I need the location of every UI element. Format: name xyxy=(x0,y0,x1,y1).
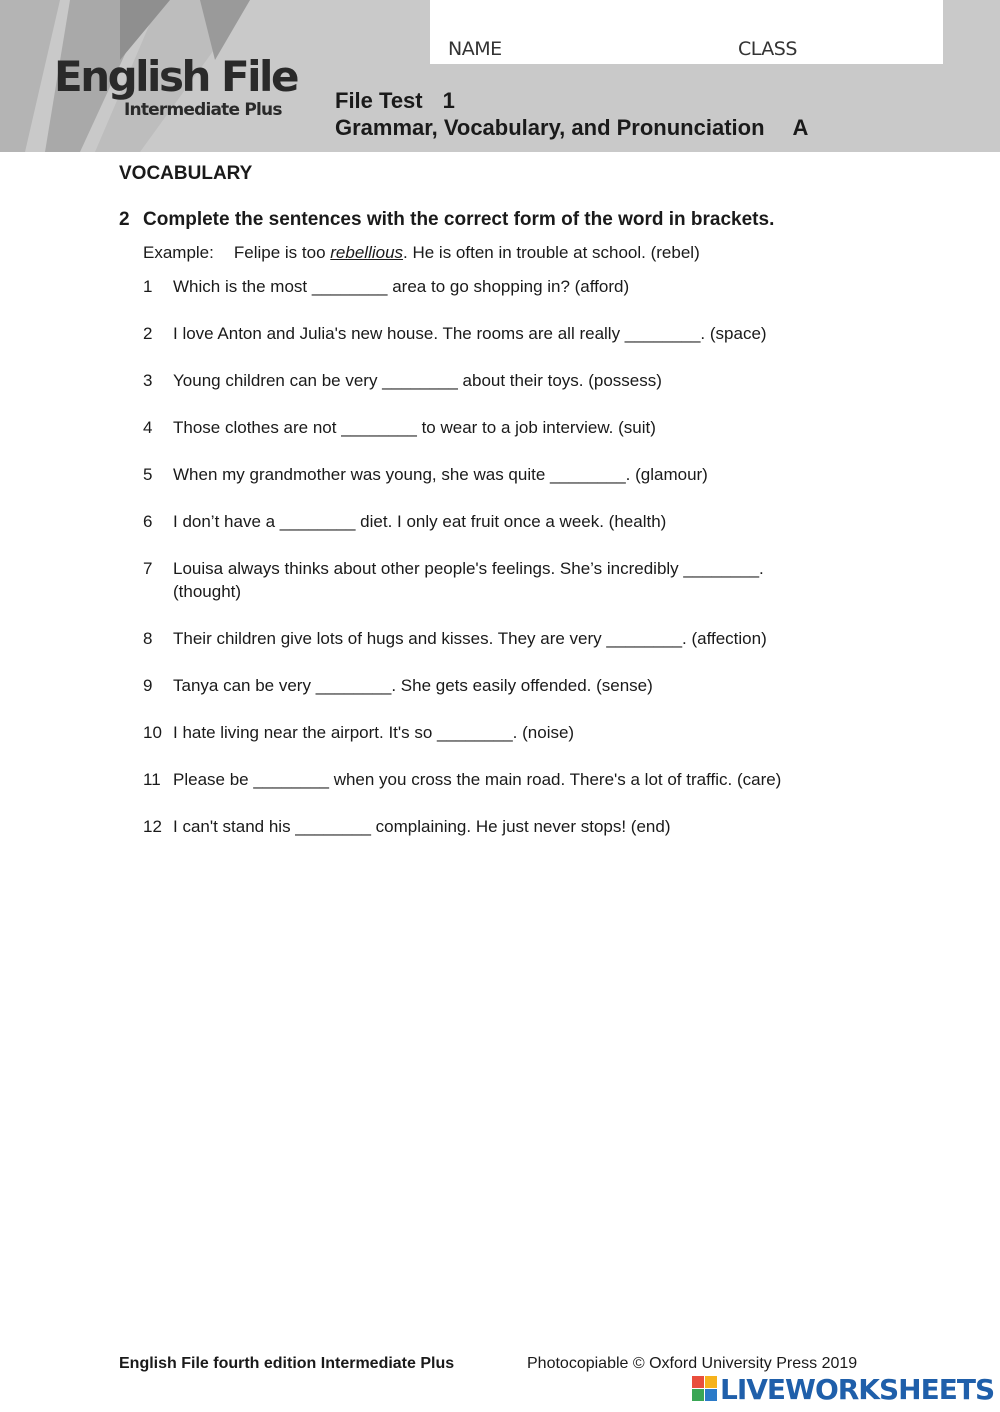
question-number: 5 xyxy=(143,465,153,484)
question-item xyxy=(143,510,863,533)
question-number: 11 xyxy=(143,770,161,789)
exercise-instruction xyxy=(119,209,774,231)
question-item xyxy=(143,768,863,791)
question-item xyxy=(143,275,863,298)
question-text: Please be ________ when you cross the main road. There's a lot of traffic. (care) xyxy=(173,770,782,789)
example-sentence xyxy=(143,243,700,263)
liveworksheets-text: LIVEWORKSHEETS xyxy=(720,1373,995,1406)
footer-copyright: Photocopiable © Oxford University Press 2019 xyxy=(527,1355,858,1372)
section-heading: VOCABULARY xyxy=(119,163,253,184)
question-item xyxy=(143,463,863,486)
question-number: 10 xyxy=(143,723,162,742)
question-item xyxy=(143,557,863,603)
header-banner xyxy=(0,0,1000,152)
liveworksheets-icon xyxy=(692,1376,718,1402)
test-title-text: File Test xyxy=(335,88,423,113)
question-text: Louisa always thinks about other people's feelings. She’s incredibly ________. (thought) xyxy=(173,559,764,601)
question-text: When my grandmother was young, she was quite ________. (glamour) xyxy=(173,465,708,484)
question-item xyxy=(143,815,863,838)
question-number: 8 xyxy=(143,629,153,648)
question-text: Which is the most ________ area to go shopping in? (afford) xyxy=(173,277,630,296)
question-number: 9 xyxy=(143,676,153,695)
question-number: 3 xyxy=(143,371,153,390)
question-text: I don’t have a ________ diet. I only eat fruit once a week. (health) xyxy=(173,512,667,531)
name-label: NAME xyxy=(448,38,502,60)
example-label: Example: xyxy=(143,243,214,262)
example-after: . He is often in trouble at school. (rebel) xyxy=(403,243,700,262)
test-subtitle-text: Grammar, Vocabulary, and Pronunciation xyxy=(335,115,765,140)
question-item xyxy=(143,322,863,345)
question-item xyxy=(143,369,863,392)
question-text: I hate living near the airport. It's so ________. (noise) xyxy=(173,723,575,742)
exercise-number: 2 xyxy=(119,209,130,230)
question-item xyxy=(143,721,863,744)
question-item xyxy=(143,416,863,439)
footer-edition: English File fourth edition Intermediate Plus xyxy=(119,1355,455,1372)
question-number: 2 xyxy=(143,324,153,343)
question-number: 7 xyxy=(143,559,153,578)
question-text: Those clothes are not ________ to wear to a job interview. (suit) xyxy=(173,418,656,437)
test-number: 1 xyxy=(442,88,455,113)
question-item xyxy=(143,674,863,697)
question-text: I can't stand his ________ complaining. He just never stops! (end) xyxy=(173,817,671,836)
logo-subtitle: Intermediate Plus xyxy=(124,100,282,120)
test-title xyxy=(335,88,455,114)
exercise-instruction-text: Complete the sentences with the correct form of the word in brackets. xyxy=(143,209,775,230)
question-text: Young children can be very ________ about their toys. (possess) xyxy=(173,371,662,390)
question-number: 12 xyxy=(143,817,162,836)
question-number: 1 xyxy=(143,277,153,296)
question-text: I love Anton and Julia's new house. The rooms are all really ________. (space) xyxy=(173,324,767,343)
question-item xyxy=(143,627,863,650)
example-answer: rebellious xyxy=(330,243,404,262)
question-number: 6 xyxy=(143,512,153,531)
logo-title: English File xyxy=(54,52,297,101)
test-subtitle xyxy=(335,115,808,141)
question-text: Their children give lots of hugs and kisses. They are very ________. (affection) xyxy=(173,629,767,648)
test-version: A xyxy=(792,115,809,140)
question-text: Tanya can be very ________. She gets easily offended. (sense) xyxy=(173,676,653,695)
question-number: 4 xyxy=(143,418,153,437)
example-before: Felipe is too xyxy=(233,243,331,262)
name-class-box xyxy=(430,0,943,64)
class-label: CLASS xyxy=(738,38,797,60)
